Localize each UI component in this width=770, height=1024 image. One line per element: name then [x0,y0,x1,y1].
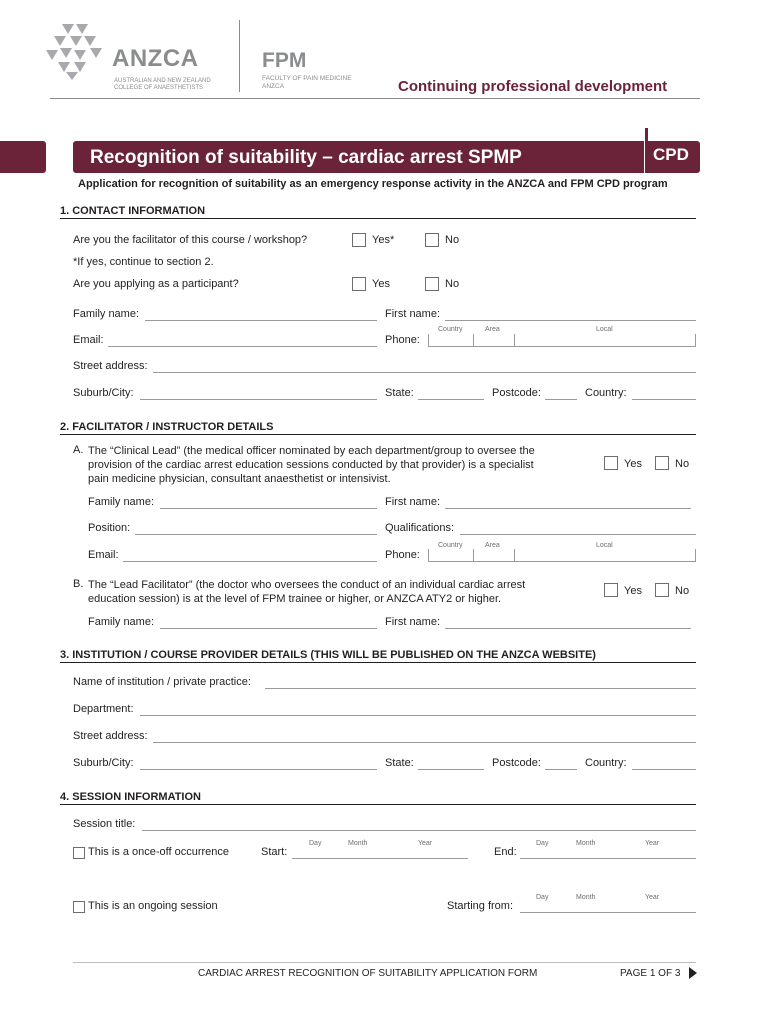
lead-facilitator-yes-label: Yes [624,585,642,597]
facilitator-note: *If yes, continue to section 2. [73,256,214,268]
section-4-title: 4. SESSION INFORMATION [60,791,201,803]
institution-state-label: State: [385,757,414,769]
institution-field[interactable] [265,688,696,689]
lead-facilitator-no-checkbox[interactable] [655,583,669,597]
lead-phone-field[interactable] [428,561,696,562]
institution-label: Name of institution / private practice: [73,676,251,688]
lead-phone-area-hint: Area [485,542,500,549]
section-1-rule [60,218,696,219]
ongoing-label: This is an ongoing session [88,900,218,912]
ongoing-month-hint: Month [576,894,596,901]
section-3-rule [60,662,696,663]
footer-page-number: PAGE 1 OF 3 [620,968,681,979]
street-address-field[interactable] [153,372,696,373]
page-title: Recognition of suitability – cardiac arrest SPMP [90,147,522,168]
facilitator-no-label: No [445,234,460,246]
lead-first-name-label: First name: [385,496,441,508]
next-page-arrow-icon [689,967,697,979]
ongoing-checkbox[interactable] [73,901,85,913]
clinical-lead-line: The “Clinical Lead” (the medical officer nominated by each department/group to oversee the [88,445,535,457]
anzca-logo-mark [44,24,114,80]
facilitator-no-checkbox[interactable] [425,233,439,247]
start-year-hint: Year [418,840,433,847]
lead-position-field[interactable] [135,534,377,535]
anzca-subtitle: COLLEGE OF ANAESTHETISTS [114,85,204,91]
cpd-badge-rule [645,128,648,173]
clinical-lead-text [88,444,588,486]
clinical-lead-yes-label: Yes [624,458,642,470]
postcode-label: Postcode: [492,387,541,399]
state-field[interactable] [418,399,484,400]
facilitator-family-name-label: Family name: [88,616,155,628]
participant-yes-label: Yes [372,278,390,290]
first-name-field[interactable] [445,320,696,321]
start-label: Start: [261,846,288,858]
facilitator-first-name-label: First name: [385,616,441,628]
department-field[interactable] [140,715,696,716]
lead-phone-local-hint: Local [596,542,613,549]
header-rule [50,98,700,99]
first-name-label: First name: [385,308,441,320]
starting-from-label: Starting from: [447,900,514,912]
end-year-hint: Year [645,840,660,847]
lead-phone-label: Phone: [385,549,420,561]
cpd-badge-label: CPD [653,145,689,164]
phone-area-hint: Area [485,326,500,333]
suburb-label: Suburb/City: [73,387,134,399]
participant-yes-checkbox[interactable] [352,277,366,291]
facilitator-family-name-field[interactable] [160,628,377,629]
facilitator-yes-label: Yes* [372,234,395,246]
end-label: End: [494,846,517,858]
lead-facilitator-yes-checkbox[interactable] [604,583,618,597]
department-label: Department: [73,703,134,715]
institution-suburb-field[interactable] [140,769,377,770]
lead-facilitator-line: education session) is at the level of FPM trainee or higher, or ANZCA ATY2 or higher. [88,593,502,605]
lead-facilitator-no-label: No [675,585,690,597]
lead-family-name-field[interactable] [160,508,377,509]
clinical-lead-line: pain medicine physician, consultant anaesthetist or intensivist. [88,473,391,485]
fpm-wordmark: FPM [262,49,307,72]
ongoing-day-hint: Day [536,894,549,901]
item-a-letter: A. [73,444,84,456]
form-subtitle: Application for recognition of suitability as an emergency response activity in the ANZCA and FPM CPD program [78,178,668,190]
facilitator-first-name-field[interactable] [445,628,691,629]
section-4-rule [60,804,696,805]
phone-country-hint: Country [438,326,463,333]
section-3-title: 3. INSTITUTION / COURSE PROVIDER DETAILS (THIS WILL BE PUBLISHED ON THE ANZCA WEBSITE) [60,649,596,661]
participant-question: Are you applying as a participant? [73,278,239,290]
institution-street-field[interactable] [153,742,696,743]
end-day-hint: Day [536,840,549,847]
lead-facilitator-line: The “Lead Facilitator” (the doctor who oversees the conduct of an individual cardiac arrest [88,579,526,591]
start-date-field[interactable] [292,858,468,859]
institution-suburb-label: Suburb/City: [73,757,134,769]
lead-phone-country-hint: Country [438,542,463,549]
state-label: State: [385,387,414,399]
start-month-hint: Month [348,840,368,847]
institution-street-label: Street address: [73,730,148,742]
institution-country-field[interactable] [632,769,696,770]
lead-email-label: Email: [88,549,119,561]
clinical-lead-yes-checkbox[interactable] [604,456,618,470]
lead-email-field[interactable] [123,561,377,562]
session-title-label: Session title: [73,818,136,830]
institution-state-field[interactable] [418,769,484,770]
once-off-label: This is a once-off occurrence [88,846,230,858]
suburb-field[interactable] [140,399,377,400]
left-tab [0,141,46,173]
program-title: Continuing professional development [398,78,668,95]
section-2-title: 2. FACILITATOR / INSTRUCTOR DETAILS [60,421,274,433]
session-title-field[interactable] [142,830,696,831]
item-b-letter: B. [73,578,84,590]
lead-first-name-field[interactable] [445,508,691,509]
anzca-subtitle: AUSTRALIAN AND NEW ZEALAND [114,78,211,84]
email-field[interactable] [108,346,377,347]
ongoing-year-hint: Year [645,894,660,901]
lead-position-label: Position: [88,522,131,534]
starting-from-field[interactable] [520,912,696,913]
facilitator-question: Are you the facilitator of this course / workshop? [73,234,308,246]
clinical-lead-no-label: No [675,458,690,470]
clinical-lead-no-checkbox[interactable] [655,456,669,470]
start-day-hint: Day [309,840,322,847]
anzca-wordmark: ANZCA [112,45,199,72]
family-name-label: Family name: [73,308,140,320]
fpm-subtitle: FACULTY OF PAIN MEDICINE [262,75,352,82]
country-label: Country: [585,387,627,399]
end-date-field[interactable] [520,858,696,859]
section-1-title: 1. CONTACT INFORMATION [60,205,206,217]
lead-family-name-label: Family name: [88,496,155,508]
phone-label: Phone: [385,334,420,346]
street-address-label: Street address: [73,360,148,372]
logo-divider [239,20,240,92]
phone-local-hint: Local [596,326,613,333]
participant-no-label: No [445,278,460,290]
fpm-subtitle: ANZCA [262,83,285,90]
postcode-field[interactable] [545,399,577,400]
phone-field[interactable] [428,346,696,347]
lead-qualifications-field[interactable] [460,534,696,535]
lead-facilitator-text [88,578,588,606]
footer-form-name: CARDIAC ARREST RECOGNITION OF SUITABILITY APPLICATION FORM [198,968,538,979]
country-field[interactable] [632,399,696,400]
lead-qualifications-label: Qualifications: [385,522,455,534]
email-label: Email: [73,334,104,346]
institution-country-label: Country: [585,757,627,769]
facilitator-yes-checkbox[interactable] [352,233,366,247]
family-name-field[interactable] [145,320,377,321]
end-month-hint: Month [576,840,596,847]
institution-postcode-label: Postcode: [492,757,541,769]
participant-no-checkbox[interactable] [425,277,439,291]
footer-rule [73,962,696,963]
institution-postcode-field[interactable] [545,769,577,770]
clinical-lead-line: provision of the cardiac arrest education sessions conducted by that provider) is a specialist [88,459,534,471]
once-off-checkbox[interactable] [73,847,85,859]
section-2-rule [60,434,696,435]
